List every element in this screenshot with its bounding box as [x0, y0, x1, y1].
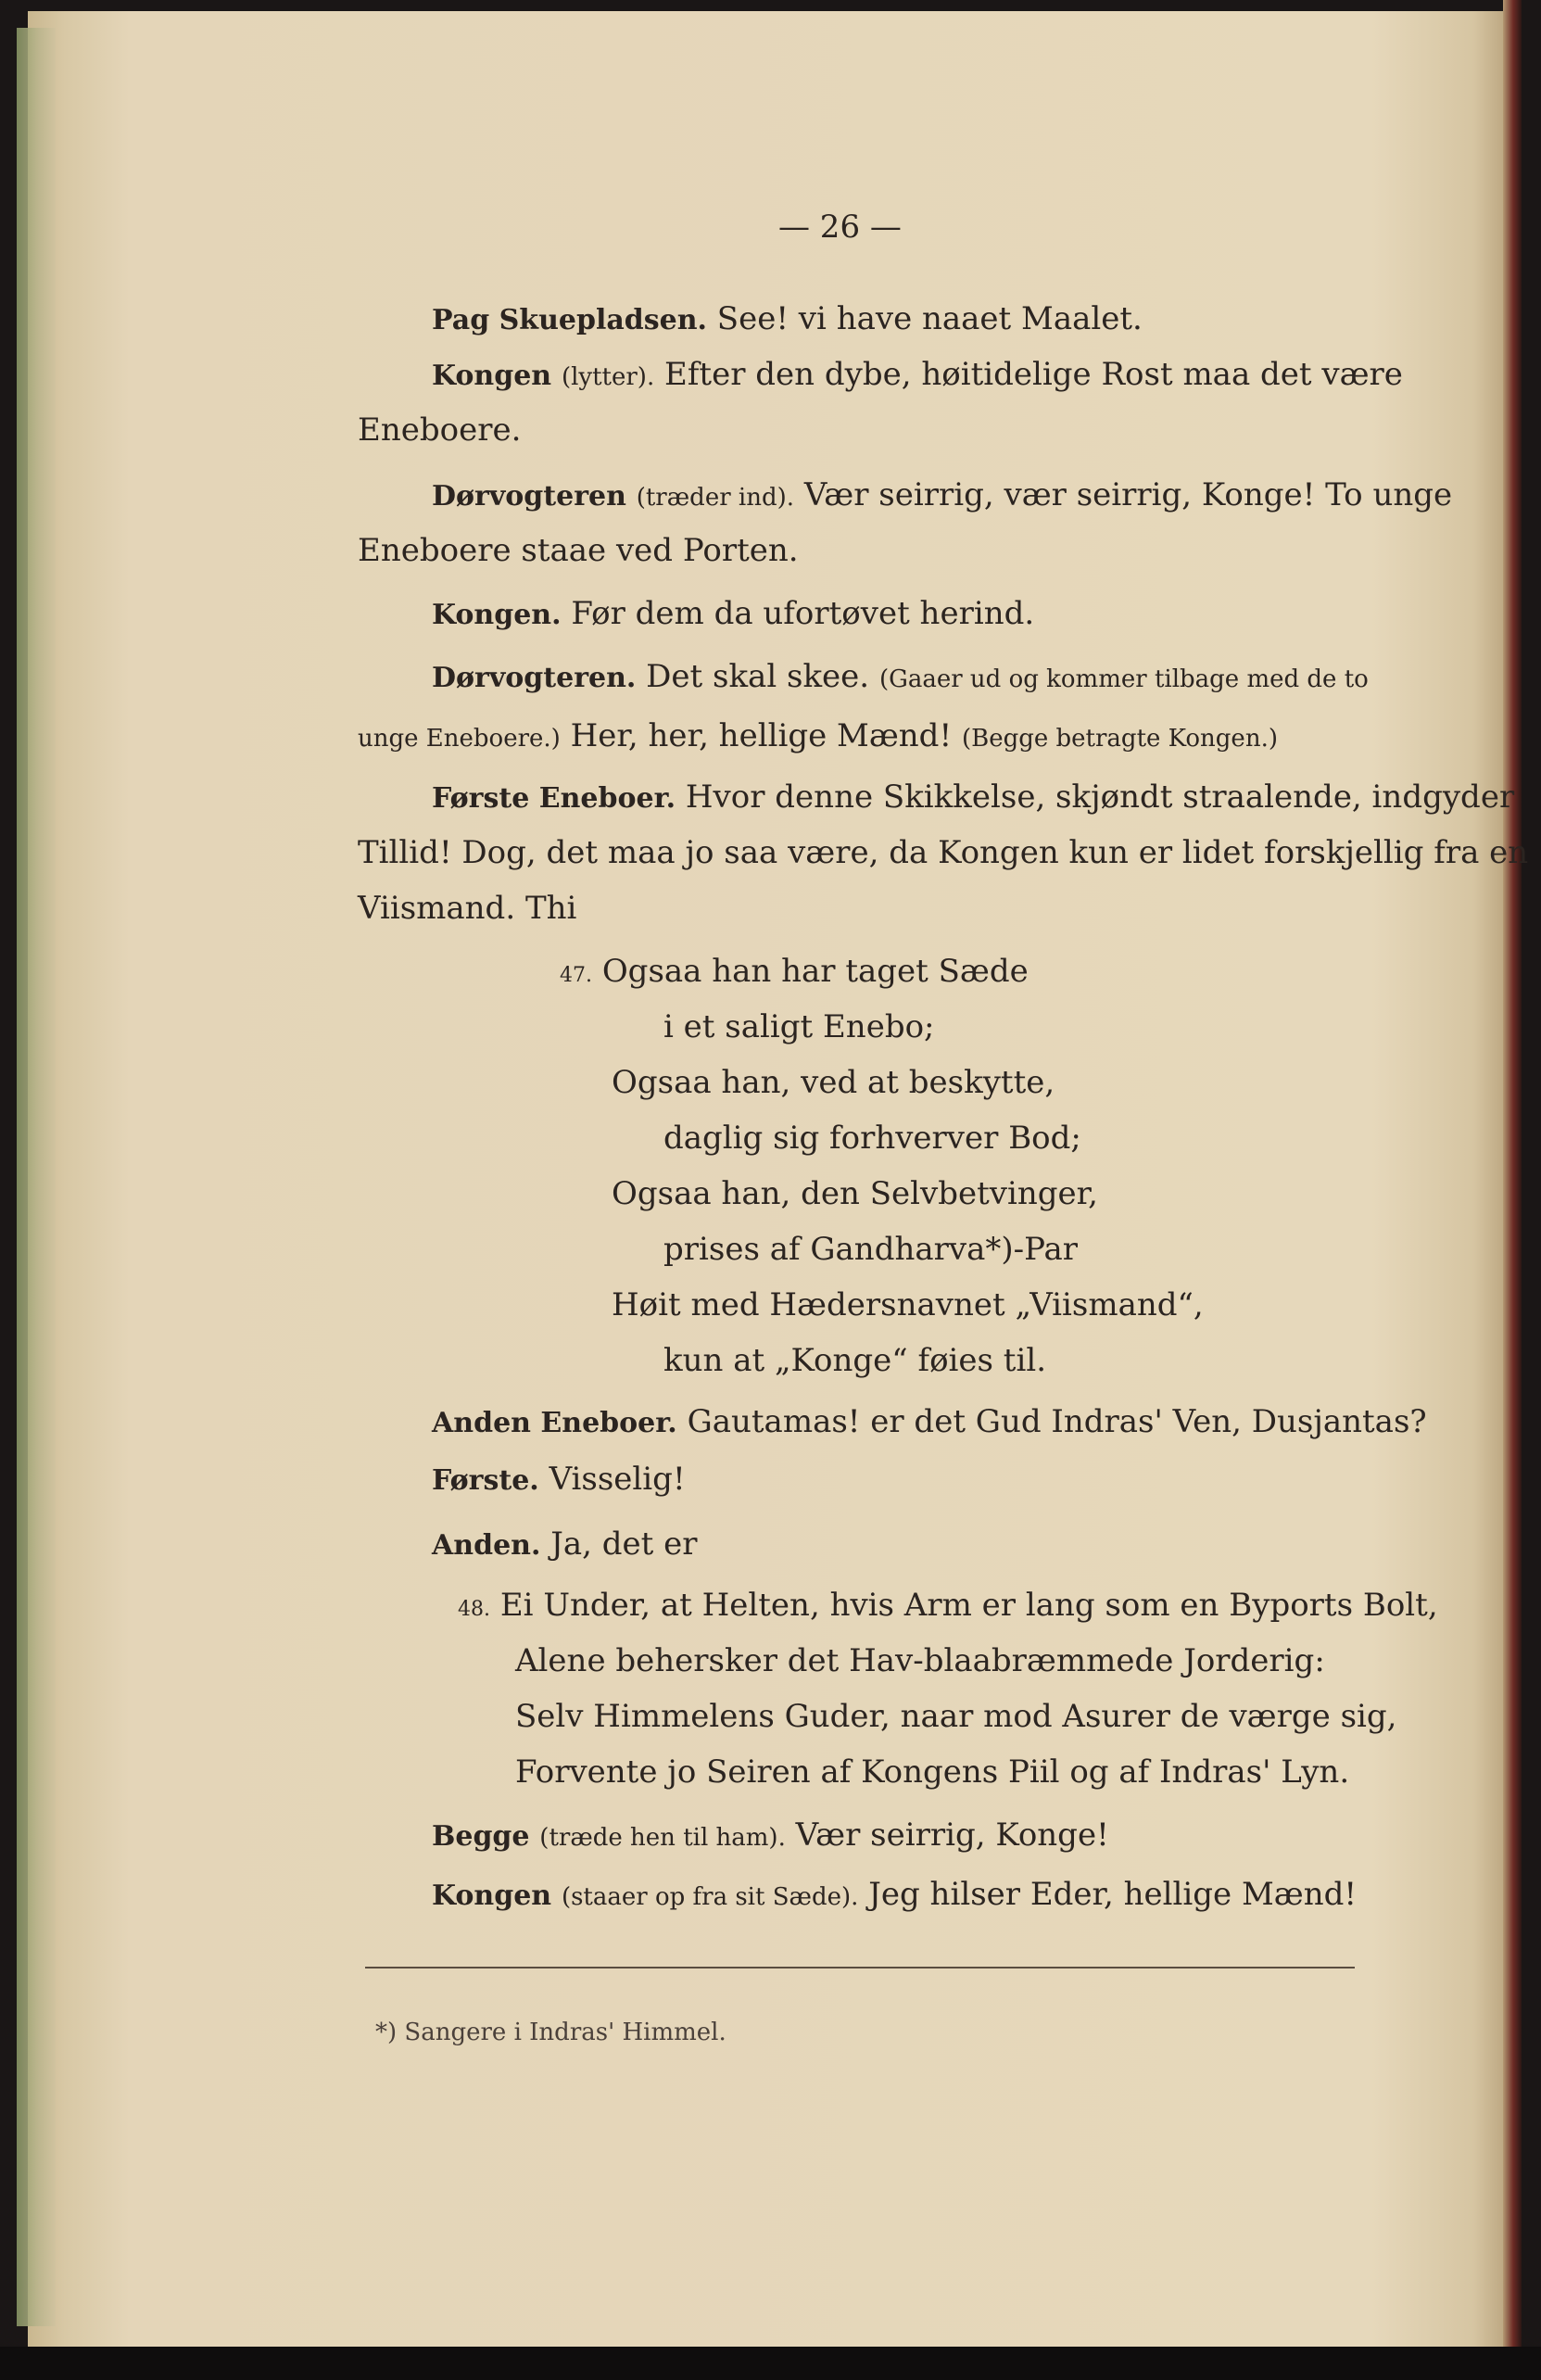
line-text: Eneboere. — [358, 411, 522, 449]
stage-direction: (staaer op fra sit Sæde). — [561, 1883, 859, 1911]
verse-line — [560, 943, 1029, 1004]
stage-direction: (træde hen til ham). — [539, 1824, 786, 1852]
page-edge-left — [17, 28, 56, 2326]
speaker: Anden Eneboer. — [432, 1407, 677, 1439]
dialogue-line — [358, 523, 799, 578]
line-text: Her, her, hellige Mænd! — [570, 717, 953, 754]
line-text: Hvor denne Skikkelse, skjøndt straalende, indgyder — [685, 779, 1515, 816]
line-text: Efter den dybe, høitidelige Rost maa det være — [664, 356, 1403, 393]
line-text: Ja, det er — [550, 1525, 698, 1563]
dialogue-line — [432, 1867, 1357, 1925]
line-text: Eneboere staae ved Porten. — [358, 532, 799, 569]
dialogue-line — [432, 1807, 1109, 1866]
speaker: Dørvogteren — [432, 480, 626, 513]
dialogue-line — [432, 586, 1034, 643]
verse-line: kun at „Konge“ føies til. — [663, 1342, 1047, 1379]
footnote-rule — [365, 1967, 1355, 1969]
verse-line: Forvente jo Seiren af Kongens Piil og af Indras' Lyn. — [515, 1753, 1350, 1791]
line-text: Det skal skee. — [646, 658, 870, 695]
verse-line: Alene behersker det Hav-blaabræmmede Jorderig: — [515, 1642, 1325, 1679]
dialogue-line — [432, 1451, 686, 1509]
dialogue-line — [432, 291, 1143, 348]
book-cover-edge — [1503, 0, 1522, 2380]
verse-line: Ogsaa han, ved at beskytte, — [612, 1064, 1055, 1101]
speaker: Første Eneboer. — [432, 782, 676, 815]
dialogue-line — [432, 347, 1403, 405]
verse-line: i et saligt Enebo; — [663, 1008, 935, 1045]
dialogue-line — [432, 1394, 1427, 1451]
verse-line: Ogsaa han, den Selvbetvinger, — [612, 1175, 1098, 1212]
speaker: Kongen. — [432, 599, 562, 631]
line-text: Vær seirrig, Konge! — [795, 1817, 1109, 1854]
dialogue-line — [358, 825, 1528, 880]
verse-number: 48. — [458, 1598, 490, 1621]
verse-line: Selv Himmelens Guder, naar mod Asurer de værge sig, — [515, 1698, 1397, 1735]
speaker: Pag Skuepladsen. — [432, 304, 707, 336]
verse-text: Ogsaa han har taget Sæde — [601, 953, 1029, 990]
speaker: Anden. — [432, 1529, 541, 1562]
speaker: Kongen — [432, 360, 552, 392]
dialogue-line — [358, 880, 576, 936]
verse-line: daglig sig forhverver Bod; — [663, 1120, 1081, 1157]
dialogue-line — [432, 1516, 697, 1574]
stage-direction: (lytter). — [561, 363, 655, 391]
line-text: Gautamas! er det Gud Indras' Ven, Dusjantas? — [687, 1403, 1427, 1440]
line-text: Vær seirrig, vær seirrig, Konge! To unge — [803, 476, 1453, 513]
stage-direction: (træder ind). — [636, 484, 795, 512]
dialogue-line — [432, 649, 1369, 707]
stage-direction: unge Eneboere.) — [358, 725, 561, 753]
line-text: Tillid! Dog, det maa jo saa være, da Kongen kun er lidet forskjellig fra en — [358, 834, 1529, 871]
line-text: Før dem da ufortøvet herind. — [571, 595, 1035, 632]
speaker: Dørvogteren. — [432, 662, 637, 694]
stage-direction: (Gaaer ud og kommer tilbage med de to — [878, 665, 1369, 693]
verse-number: 47. — [560, 964, 592, 987]
verse-line: prises af Gandharva*)-Par — [663, 1231, 1078, 1268]
footnote: *) Sangere i Indras' Himmel. — [375, 2019, 726, 2046]
verse-line: Høit med Hædersnavnet „Viismand“, — [612, 1286, 1204, 1323]
dialogue-line — [432, 467, 1452, 525]
dialogue-line — [358, 708, 1278, 766]
dialogue-line — [358, 402, 521, 458]
line-text: Jeg hilser Eder, hellige Mænd! — [868, 1876, 1358, 1913]
speaker: Første. — [432, 1464, 539, 1497]
verse-text: Ei Under, at Helten, hvis Arm er lang som en Byports Bolt, — [499, 1587, 1438, 1624]
line-text: Visselig! — [549, 1461, 686, 1498]
line-text: See! vi have naaet Maalet. — [716, 300, 1143, 337]
speaker: Kongen — [432, 1880, 552, 1912]
stage-direction: (Begge betragte Kongen.) — [961, 725, 1278, 753]
dialogue-line — [432, 769, 1514, 827]
line-text: Viismand. Thi — [358, 890, 577, 927]
speaker: Begge — [432, 1820, 530, 1853]
verse-line — [458, 1577, 1438, 1638]
page-bottom-shadow — [0, 2347, 1541, 2380]
page-number: — 26 — — [778, 209, 902, 246]
